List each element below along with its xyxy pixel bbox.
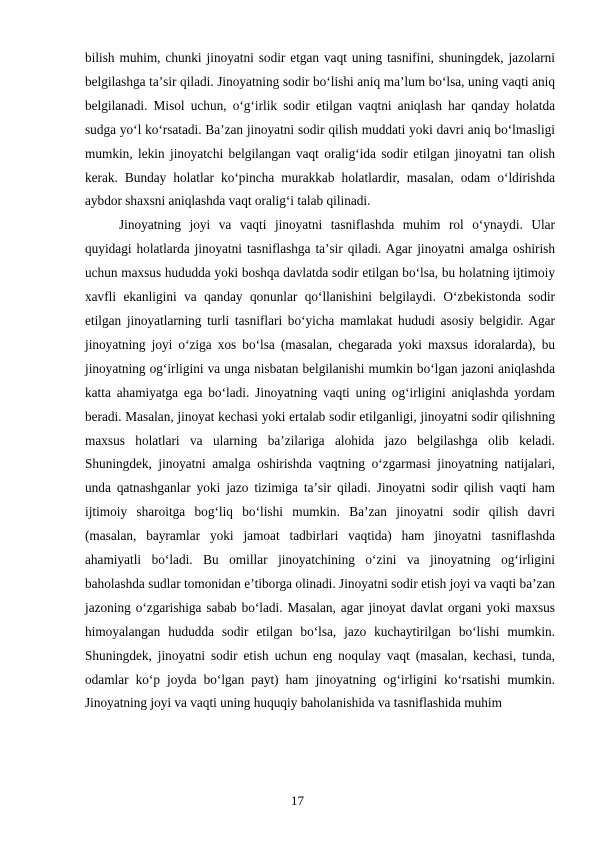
paragraph-place-and-time: Jinoyatning joyi va vaqti jinoyatni tasniflashda muhim rol oʻynaydi. Ular quyidagi holatlarda jinoyatni tasniflashga taʼsir qiladi. Agar jinoyatni amalga oshirish uchun maxsus hududda yoki boshqa davlatda sodir etilgan boʻlsa, bu holatning ijtimoiy xavfli ekanligini va qanday qonunlar qoʻllanishini belgilaydi. Oʻzbekistonda sodir etilgan jinoyatlarning turli tasniflari boʻyicha mamlakat hududi asosiy belgidir. Agar jinoyatning joyi oʻziga xos boʻlsa (masalan, chegarada yoki maxsus idoralarda), bu jinoyatning ogʻirligini va unga nisbatan belgilanishi mumkin boʻlgan jazoni aniqlashda katta ahamiyatga ega boʻladi. Jinoyatning vaqti uning ogʻirligini aniqlashda yordam beradi. Masalan, jinoyat kechasi yoki ertalab sodir etilganligi, jinoyatni sodir qilishning maxsus holatlari va ularning baʼzilariga alohida jazo belgilashga olib keladi. Shuningdek, jinoyatni amalga oshirishda vaqtning oʻzgarmasi jinoyatning natijalari, unda qatnashganlar yoki jazo tizimiga taʼsir qiladi. Jinoyatni sodir qilish vaqti ham ijtimoiy sharoitga bogʻliq boʻlishi mumkin. Baʼzan jinoyatni sodir qilish davri (masalan, bayramlar yoki jamoat tadbirlari vaqtida) ham jinoyatni tasniflashda ahamiyatli boʻladi. Bu omillar jinoyatchining oʻzini va jinoyatning ogʻirligini baholashda sudlar tomonidan eʼtiborga olinadi. Jinoyatni sodir etish joyi va vaqti baʼzan jazoning oʻzgarishiga sabab boʻladi. Masalan, agar jinoyat davlat organi yoki maxsus himoyalangan hududda sodir etilgan boʻlsa, jazo kuchaytirilgan boʻlishi mumkin. Shuningdek, jinoyatni sodir etish uchun eng noqulay vaqt (masalan, kechasi, tunda, odamlar koʻp joyda boʻlgan payt) ham jinoyatning ogʻirligini koʻrsatishi mumkin. Jinoyatning joyi va vaqti uning huquqiy baholanishida va tasniflashida muhim (85, 217, 555, 711)
paragraph-continuation: bilish muhim, chunki jinoyatni sodir etgan vaqt uning tasnifini, shuningdek, jazolarni belgilashga taʼsir qiladi. Jinoyatning sodir boʻlishi aniq maʼlum boʻlsa, uning vaqti aniq belgilanadi. Misol uchun, oʻgʻirlik sodir etilgan vaqtni aniqlash har qanday holatda sudga yoʻl koʻrsatadi. Baʼzan jinoyatni sodir qilish muddati yoki davri aniq boʻlmasligi mumkin, lekin jinoyatchi belgilangan vaqt oraligʻida sodir etilgan jinoyatni tan olish kerak. Bunday holatlar koʻpincha murakkab holatlardir, masalan, odam oʻldirishda aybdor shaxsni aniqlashda vaqt oraligʻi talab qilinadi. (85, 50, 555, 209)
body-text (85, 46, 555, 715)
page-number: 17 (291, 793, 304, 808)
